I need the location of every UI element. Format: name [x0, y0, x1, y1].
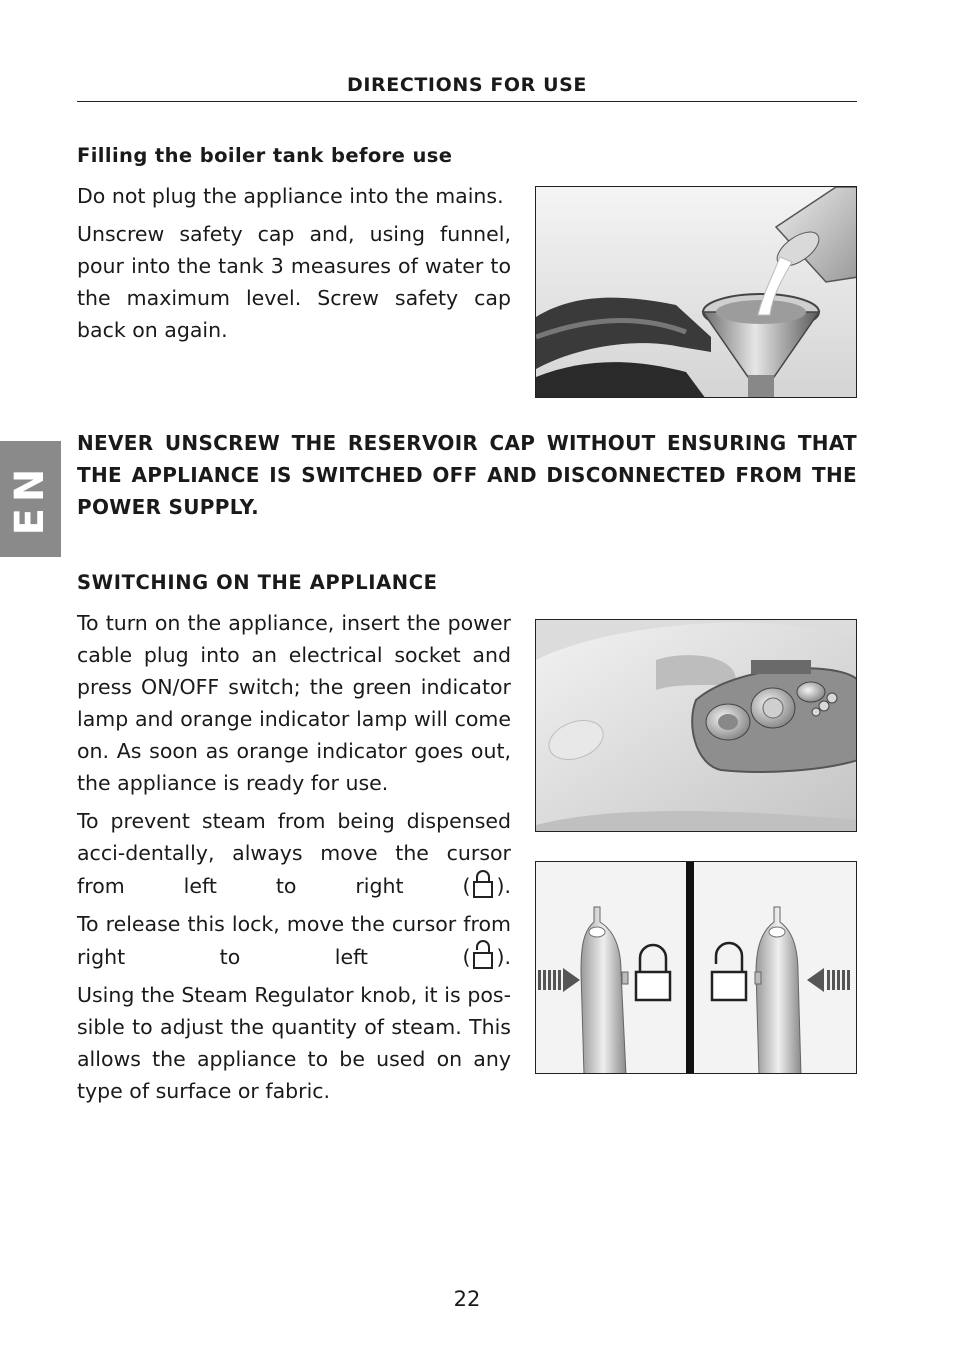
warning-text: NEVER UNSCREW THE RESERVOIR CAP WITHOUT ENSURING THAT THE APPLIANCE IS SWITCHED OFF AND DISCONNECTED FROM THE POWER SUPPLY. — [77, 431, 857, 519]
section-heading-switching-on: SWITCHING ON THE APPLIANCE — [77, 571, 438, 594]
unlocked-padlock-icon — [472, 940, 494, 970]
unlock-text-end: ). — [496, 945, 511, 969]
paragraph: To turn on the appliance, insert the power cable plug into an electrical socket and press ON/OFF switch; the green indicator lamp and orange indicator lamp will come on. As soon as orange indicator goes out, the appliance is ready for use. — [77, 611, 511, 795]
page-header-title: DIRECTIONS FOR USE — [346, 74, 588, 96]
section-switching-body — [77, 607, 511, 1107]
funnel-illustration — [536, 187, 857, 398]
paragraph: Do not plug the appliance into the mains. — [77, 184, 504, 208]
section-heading-filling: Filling the boiler tank before use — [77, 144, 453, 167]
paragraph: Unscrew safety cap and, using funnel, pour into the tank 3 measures of water to the maximum level. Screw safety cap back on again. — [77, 222, 511, 342]
control-panel-illustration — [536, 620, 857, 832]
language-tab — [0, 441, 61, 557]
lock-cursor-illustration — [536, 862, 857, 1074]
header-rule — [77, 101, 857, 102]
section-filling-body — [77, 180, 511, 346]
locked-padlock-icon — [472, 869, 494, 899]
figure-filling-funnel — [535, 186, 857, 398]
paragraph-unlock — [77, 908, 511, 973]
language-tab-label: EN — [7, 462, 53, 536]
lock-text-end: ). — [496, 874, 511, 898]
unlock-text: To release this lock, move the cursor from right to left ( — [77, 912, 511, 969]
paragraph: Using the Steam Regulator knob, it is pos-sible to adjust the quantity of steam. This allows the appliance to be used on any type of surface or fabric. — [77, 983, 511, 1103]
figure-lock-cursor — [535, 861, 857, 1074]
page-number: 22 — [453, 1287, 481, 1311]
lock-text: To prevent steam from being dispensed acci-dentally, always move the cursor from left to right ( — [77, 809, 511, 898]
paragraph-lock — [77, 805, 511, 902]
figure-control-panel — [535, 619, 857, 832]
